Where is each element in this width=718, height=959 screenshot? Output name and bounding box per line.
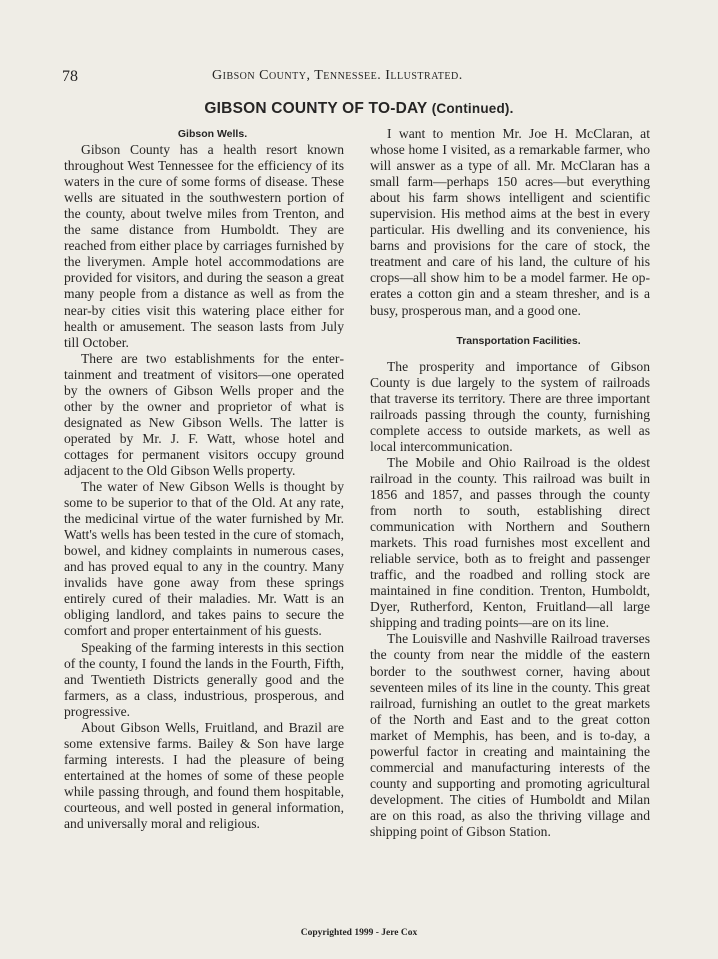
page-title [0, 100, 718, 118]
paragraph: The water of New Gibson Wells is thought by some to be superior to that of the Old. At any rate, the medicinal virtue of the water furnished by Mr. Watt's wells has been tested in the cure of stomach, bowel, and kidney complaints in numerous cases, and has proved equal to any in the country. Many invalids have gone away from these springs entirely cured of their maladies. Mr. Watt is an obliging landlord, and takes pains to secure the comfort and proper entertainment of his guests. [64, 479, 344, 639]
paragraph: The Louisville and Nashville Railroad traverses the county from near the middle of the eastern border to the southwest corner, having about seventeen miles of its line in the county. This great railroad, furnishing an outlet to the great markets of the North and East and to the great cotton market of Memphis, has been, and is to-day, a powerful factor in creating and maintaining the commercial and manufacturing interests of the county and supporting and promoting agricultural development. The cities of Humboldt and Milan are on this road, as also the thriving village and shipping point of Gibson Station. [370, 631, 650, 839]
running-head [62, 68, 656, 88]
paragraph: Gibson County has a health resort known throughout West Tennessee for the efficiency of its waters in the cure of some forms of disease. These wells are situated in the southwestern portion of the county, about twelve miles from Trenton, and the same distance from Humboldt. They are reached from either place by carriages furnished by the liverymen. Ample hotel accommodations are provided for visitors, and during the season a great many people from a distance as well as from the near-by cities visit this watering place either for health or amusement. The season lasts from July till October. [64, 142, 344, 350]
section-heading-transportation: Transportation Facilities. [456, 334, 581, 347]
copyright-footer: Copyrighted 1999 - Jere Cox [300, 928, 418, 938]
paragraph: About Gibson Wells, Fruitland, and Brazil are some extensive farms. Bailey & Son have large farming interests. I had the pleasure of being entertained at the homes of some of these people while passing through, and found them hospitable, courteous, and well posted in general information, and universally moral and religious. [64, 719, 344, 832]
left-column [64, 126, 344, 832]
right-column [370, 126, 650, 840]
page-title-main: GIBSON COUNTY OF TO-DAY [204, 100, 428, 117]
paragraph: There are two establishments for the entertainment and treatment of visitors—one operated by the owners of Gibson Wells proper and the other by the owner and proprietor of what is designated as New Gibson Wells. The latter is operated by Mr. J. F. Watt, whose hotel and cottages for permanent visitors occupy ground adjacent to the Old Gibson Wells property. [64, 350, 344, 478]
paragraph: Speaking of the farming interests in this section of the county, I found the lands in the Fourth, Fifth, and Twentieth Districts generally good and the farmers, as a class, industrious, prosperous, and progressive. [64, 639, 344, 719]
paragraph: I want to mention Mr. Joe H. McClaran, at whose home I visited, as a remarkable farmer, who will answer as a type of all. Mr. McClaran has a small farm—perhaps 150 acres—but everything about his farm shows intelligent and scientific supervision. His method aims at the best in every particular. His dwelling and its convenience, his barns and provisions for the care of stock, the treatment and care of his land, the culture of his crops—all show him to be a model farmer. He operates a cotton gin and a steam thresher, and is a busy, prosperous man, and a good one. [370, 126, 650, 318]
paragraph: The Mobile and Ohio Railroad is the oldest railroad in the county. This railroad was built in 1856 and 1857, and passes through the county from north to south, establishing direct communication with Northern and Southern markets. This road furnishes most excellent and reliable service, both as to freight and passenger traffic, and the roadbed and rolling stock are maintained in fine condition. Trenton, Humboldt, Dyer, Rutherford, Kenton, Fruitland—all large shipping and trading points—are on its line. [370, 454, 650, 631]
page-title-continued: (Continued). [431, 101, 514, 116]
page-number: 78 [62, 68, 78, 85]
section-heading-gibson-wells: Gibson Wells. [177, 128, 248, 140]
running-title: Gibson County, Tennessee. Illustrated. [212, 68, 463, 83]
paragraph: The prosperity and importance of Gibson County is due largely to the system of railroads that traverse its territory. There are three important railroads passing through the county, furnishing complete access to outside markets, as well as local intercommunication. [370, 358, 650, 454]
